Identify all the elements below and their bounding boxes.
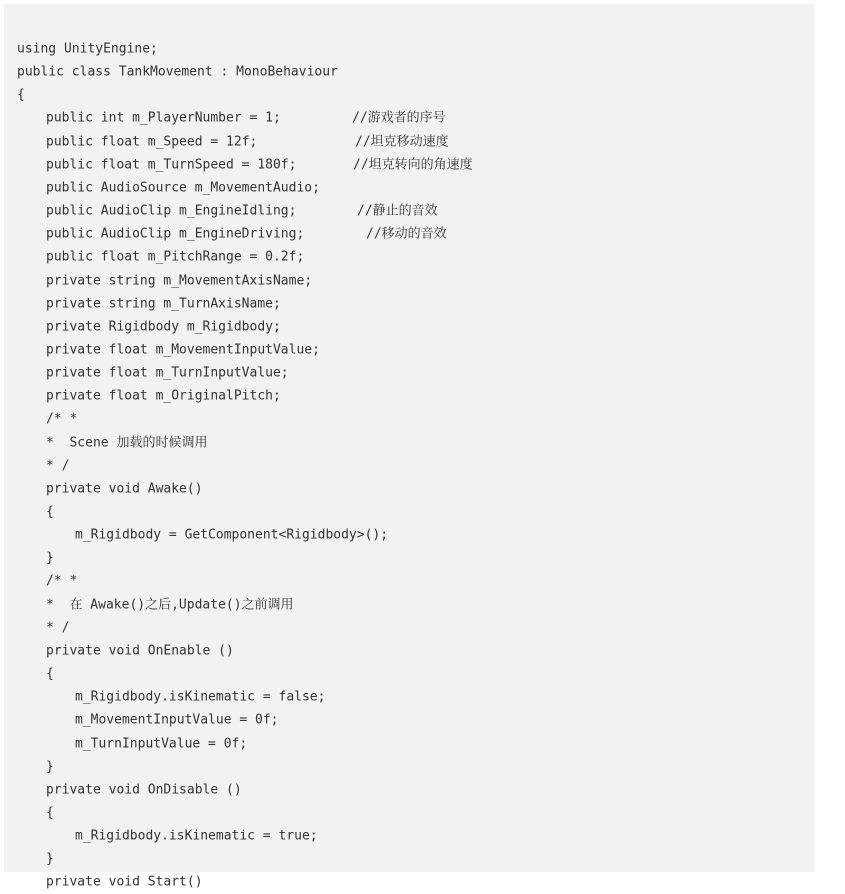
code-text: * 在 Awake()之后,Update()之前调用 xyxy=(46,597,294,613)
code-line xyxy=(46,570,77,593)
code-line xyxy=(46,547,54,570)
code-line xyxy=(46,778,242,801)
code-text: m_Rigidbody = GetComponent<Rigidbody>(); xyxy=(75,527,389,543)
code-line xyxy=(46,362,289,385)
code-text: private void Start() xyxy=(46,874,203,890)
code-text: public AudioClip m_EngineIdling; xyxy=(46,203,297,219)
code-line xyxy=(46,755,54,778)
code-line xyxy=(46,153,296,176)
code-text: public float m_TurnSpeed = 180f; xyxy=(46,157,297,173)
code-line xyxy=(17,38,158,61)
code-text: public AudioSource m_MovementAudio; xyxy=(46,180,320,196)
code-text: public float m_PitchRange = 0.2f; xyxy=(46,249,305,265)
code-line xyxy=(17,84,25,107)
code-line xyxy=(75,825,318,848)
code-text: { xyxy=(17,87,25,103)
code-line xyxy=(75,709,279,732)
code-text: public int m_PlayerNumber = 1; xyxy=(46,110,281,126)
code-text: } xyxy=(46,851,54,867)
code-text: private Rigidbody m_Rigidbody; xyxy=(46,319,281,335)
code-line xyxy=(46,200,296,223)
code-comment xyxy=(357,200,438,223)
comment-text: //坦克转向的角速度 xyxy=(353,157,473,173)
code-comment xyxy=(366,223,447,246)
code-line xyxy=(46,223,304,246)
code-comment xyxy=(353,153,473,176)
code-line xyxy=(46,431,207,454)
code-line xyxy=(46,871,203,894)
code-text: public float m_Speed = 12f; xyxy=(46,134,258,150)
code-comment xyxy=(355,130,449,153)
code-line xyxy=(75,524,388,547)
comment-text: //移动的音效 xyxy=(366,226,447,242)
code-line xyxy=(46,130,257,153)
code-line xyxy=(75,686,325,709)
code-line xyxy=(46,176,320,199)
comment-text: //游戏者的序号 xyxy=(352,110,446,126)
code-text: private void OnDisable () xyxy=(46,782,242,798)
code-text: public AudioClip m_EngineDriving; xyxy=(46,226,305,242)
comment-text: //坦克移动速度 xyxy=(355,134,449,150)
code-text: /* * xyxy=(46,573,78,589)
code-line xyxy=(46,315,281,338)
code-line xyxy=(46,593,294,616)
code-line xyxy=(17,61,338,84)
code-text: m_Rigidbody.isKinematic = false; xyxy=(75,689,326,705)
code-comment xyxy=(352,107,446,130)
code-line xyxy=(46,269,312,292)
code-line xyxy=(46,663,54,686)
comment-text: //静止的音效 xyxy=(357,203,438,219)
code-line xyxy=(46,848,54,871)
code-text: * / xyxy=(46,458,70,474)
code-text: { xyxy=(46,666,54,682)
code-text: * Scene 加载的时候调用 xyxy=(46,435,208,451)
code-text: private string m_TurnAxisName; xyxy=(46,296,281,312)
code-listing-panel xyxy=(4,4,814,890)
code-text: private float m_OriginalPitch; xyxy=(46,388,281,404)
code-text: private float m_MovementInputValue; xyxy=(46,342,320,358)
code-text: } xyxy=(46,759,54,775)
code-text: private string m_MovementAxisName; xyxy=(46,273,313,288)
code-text: private float m_TurnInputValue; xyxy=(46,365,289,381)
code-text: using UnityEngine; xyxy=(17,41,158,57)
code-text: } xyxy=(46,550,54,566)
code-line xyxy=(46,454,69,477)
code-line xyxy=(46,639,234,662)
code-text: private void Awake() xyxy=(46,481,203,497)
code-line xyxy=(46,501,54,524)
code-line xyxy=(46,477,203,500)
code-text: private void OnEnable () xyxy=(46,643,234,659)
code-text: { xyxy=(46,504,54,520)
code-line xyxy=(46,385,281,408)
code-text: m_Rigidbody.isKinematic = true; xyxy=(75,828,318,844)
code-line xyxy=(46,246,304,269)
code-line xyxy=(46,801,54,824)
code-line xyxy=(46,107,281,130)
code-line xyxy=(46,408,77,431)
code-text: public class TankMovement : MonoBehaviour xyxy=(17,64,338,80)
code-text: m_MovementInputValue = 0f; xyxy=(75,712,279,728)
code-line xyxy=(75,732,247,755)
code-text: * / xyxy=(46,620,70,636)
code-text: /* * xyxy=(46,411,78,427)
code-text: { xyxy=(46,805,54,821)
code-line xyxy=(46,338,320,361)
code-text: m_TurnInputValue = 0f; xyxy=(75,736,248,751)
code-line xyxy=(46,292,281,315)
code-line xyxy=(46,616,69,639)
